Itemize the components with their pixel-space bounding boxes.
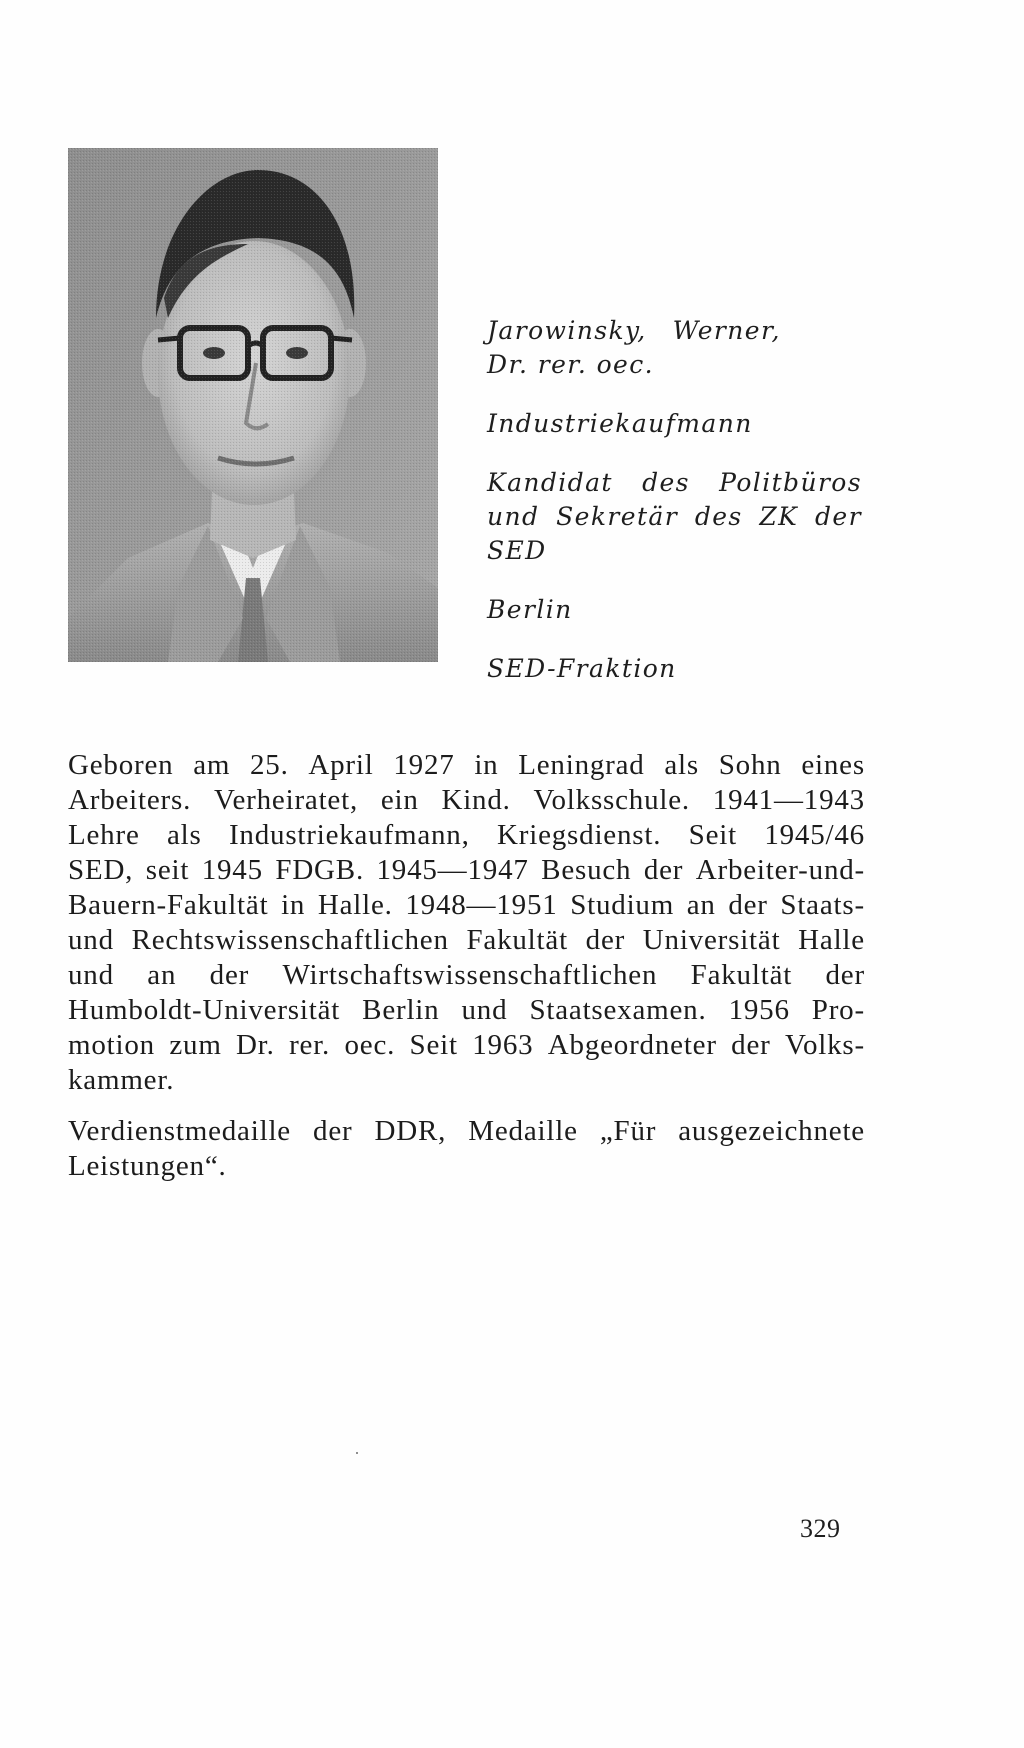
biography-paragraph bbox=[68, 748, 865, 1098]
print-speck bbox=[356, 1452, 358, 1454]
party-position bbox=[487, 466, 862, 568]
text-line: Bauern-Fakultät in Halle. 1948—1951 Studium an der Staats- bbox=[68, 889, 865, 921]
biography-text bbox=[68, 748, 865, 1184]
text-line: Geboren am 25. April 1927 in Leningrad als Sohn eines bbox=[68, 749, 865, 781]
text-line: Arbeiters. Verheiratet, ein Kind. Volksschule. 1941—1943 bbox=[68, 784, 865, 816]
faction: SED-Fraktion bbox=[487, 654, 677, 683]
awards-paragraph bbox=[68, 1114, 865, 1184]
member-name bbox=[487, 314, 862, 382]
position-line-1: Kandidat des Politbüros bbox=[487, 468, 862, 497]
portrait-photo bbox=[68, 148, 438, 662]
text-line: Humboldt-Universität Berlin und Staatsexamen. 1956 Pro- bbox=[68, 994, 865, 1026]
text-line: Lehre als Industriekaufmann, Kriegsdienst. Seit 1945/46 bbox=[68, 819, 865, 851]
text-line: SED, seit 1945 FDGB. 1945—1947 Besuch der Arbeiter-und- bbox=[68, 854, 865, 886]
academic-title: Dr. rer. oec. bbox=[487, 350, 654, 379]
position-line-2: und Sekretär des ZK der bbox=[487, 502, 862, 531]
position-line-3: SED bbox=[487, 536, 547, 565]
name-line-1: Jarowinsky, Werner, bbox=[487, 316, 781, 345]
text-line: und Rechtswissenschaftlichen Fakultät der Universität Halle bbox=[68, 924, 865, 956]
member-info bbox=[487, 314, 862, 711]
text-line: und an der Wirtschaftswissenschaftlichen Fakultät der bbox=[68, 959, 865, 991]
text-line: motion zum Dr. rer. oec. Seit 1963 Abgeordneter der Volks- bbox=[68, 1029, 865, 1061]
text-line: Verdienstmedaille der DDR, Medaille „Für ausgezeichnete bbox=[68, 1115, 865, 1147]
text-line: kammer. bbox=[68, 1064, 175, 1096]
page-number: 329 bbox=[800, 1514, 841, 1543]
location: Berlin bbox=[487, 595, 573, 624]
text-line: Leistungen“. bbox=[68, 1150, 227, 1182]
profession: Industriekaufmann bbox=[487, 409, 753, 438]
